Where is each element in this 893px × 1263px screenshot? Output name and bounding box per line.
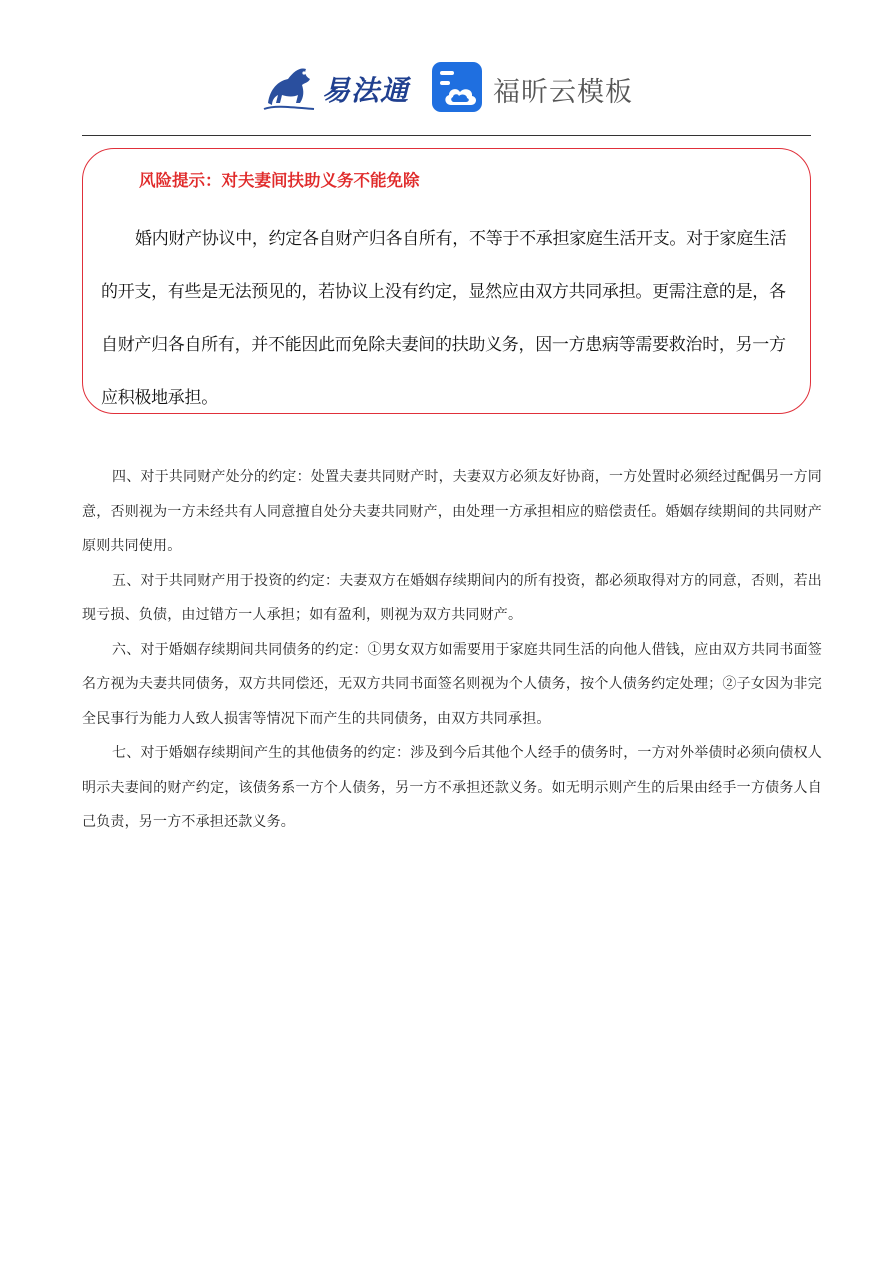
clause-paragraph: 六、对于婚姻存续期间共同债务的约定：①男女双方如需要用于家庭共同生活的向他人借钱，应由双方共同书面签名方视为夫妻共同债务，双方共同偿还，无双方共同书面签名则视为个人债务，按个人债务约定处理；②子女因为非完全民事行为能力人致人损害等情况下而产生的共同债务，由双方共同承担。 — [82, 641, 822, 727]
cloud-doc-icon — [431, 61, 483, 117]
clause-paragraph: 五、对于共同财产用于投资的约定：夫妻双方在婚姻存续期间内的所有投资，都必须取得对方的同意，否则，若出现亏损、负债，由过错方一人承担；如有盈利，则视为双方共同财产。 — [82, 572, 822, 623]
clause-paragraph: 四、对于共同财产处分的约定：处置夫妻共同财产时，夫妻双方必须友好协商，一方处置时必须经过配偶另一方同意，否则视为一方未经共有人同意擅自处分夫妻共同财产，由处理一方承担相应的赔偿责任。婚姻存续期间的共同财产原则共同使用。 — [82, 469, 822, 554]
agreement-clauses — [82, 460, 822, 840]
risk-tip-box — [82, 148, 811, 414]
risk-tip-title: 风险提示：对夫妻间扶助义务不能免除 — [139, 171, 420, 190]
horse-emblem-icon — [260, 59, 318, 119]
fuxin-logo-text: 福昕云模板 — [493, 76, 633, 108]
yifatong-logo-text: 易法通 — [321, 74, 409, 107]
fuxin-logo[interactable] — [431, 61, 633, 117]
header-divider — [82, 135, 811, 136]
clause-paragraph: 七、对于婚姻存续期间产生的其他债务的约定：涉及到今后其他个人经手的债务时，一方对外举债时必须向债权人明示夫妻间的财产约定，该债务系一方个人债务，另一方不承担还款义务。如无明示则产生的后果由经手一方债务人自己负责，另一方不承担还款义务。 — [82, 745, 822, 830]
yifatong-logo[interactable] — [260, 59, 409, 119]
page-header — [0, 58, 893, 120]
risk-tip-body: 婚内财产协议中，约定各自财产归各自所有，不等于不承担家庭生活开支。对于家庭生活的开支，有些是无法预见的，若协议上没有约定，显然应由双方共同承担。更需注意的是，各自财产归各自所有，并不能因此而免除夫妻间的扶助义务，因一方患病等需要救治时，另一方应积极地承担。 — [101, 229, 787, 408]
